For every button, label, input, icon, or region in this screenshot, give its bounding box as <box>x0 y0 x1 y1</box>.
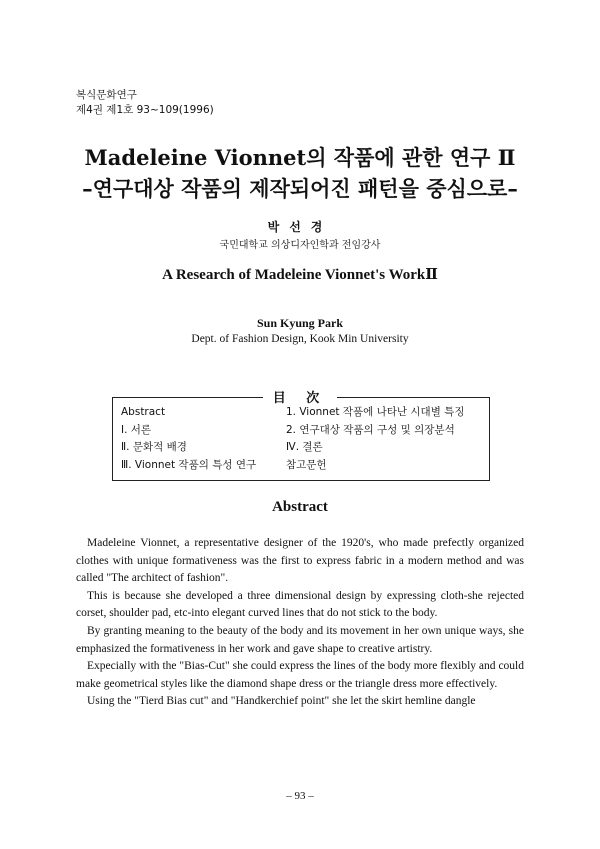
toc-item: 1. Vionnet 작품에 나타난 시대별 특징 <box>286 406 465 418</box>
abstract-paragraph: This is because she developed a three dimensional design by expressing cloth-she rejected corset, shoulder pad, etc-into elegant curved lines that do not stick to the body. <box>76 589 524 620</box>
journal-issue: 제4권 제1호 93~109(1996) <box>76 104 214 116</box>
korean-title-line1: Madeleine Vionnet의 작품에 관한 연구 Ⅱ <box>84 145 516 170</box>
abstract-paragraph: By granting meaning to the beauty of the body and its movement in her own unique ways, she emphasized the formativeness in her work and gave shape to creative artistry. <box>76 624 524 655</box>
author-korean: 박선경 <box>267 220 333 234</box>
toc-item: 참고문헌 <box>286 458 327 471</box>
abstract-body <box>76 535 524 711</box>
toc-item: Ⅰ. 서론 <box>121 423 152 436</box>
author-english: Sun Kyung Park <box>256 316 344 330</box>
toc-right-column <box>286 404 464 474</box>
journal-name: 복식문화연구 <box>76 89 137 101</box>
toc-item: 2. 연구대상 작품의 구성 및 의장분석 <box>286 423 455 436</box>
affiliation-korean: 국민대학교 의상디자인학과 전임강사 <box>219 240 381 251</box>
abstract-paragraph: Using the "Tierd Bias cut" and "Handkerchief point" she let the skirt hemline dangle <box>87 695 476 708</box>
toc-left-column <box>121 404 256 474</box>
korean-title-line2: –연구대상 작품의 제작되어진 패턴을 중심으로– <box>82 176 518 201</box>
toc-item: Ⅱ. 문화적 배경 <box>121 441 187 453</box>
toc-heading-text: 目 次 <box>263 391 338 406</box>
affiliation-english: Dept. of Fashion Design, Kook Min University <box>191 333 409 345</box>
english-title: A Research of Madeleine Vionnet's WorkⅡ <box>162 267 438 283</box>
toc-item: Abstract <box>121 406 166 418</box>
journal-info <box>76 88 214 118</box>
toc-item: Ⅲ. Vionnet 작품의 특성 연구 <box>121 458 257 471</box>
abstract-paragraph: Expecially with the "Bias-Cut" she could express the lines of the body more flexibly and could make geometrical styles like the diamond shape dress or the triangle dress more effectively. <box>76 660 524 690</box>
toc-item: Ⅳ. 결론 <box>286 441 323 453</box>
abstract-paragraph: Madeleine Vionnet, a representative designer of the 1920's, who made prefectly organized clothes with unique formativeness was the first to express fabric in a modern method and was called "The architect of fashion". <box>76 537 524 585</box>
page-number: – 93 – <box>286 790 314 802</box>
korean-title <box>0 142 600 204</box>
abstract-heading: Abstract <box>272 499 328 515</box>
